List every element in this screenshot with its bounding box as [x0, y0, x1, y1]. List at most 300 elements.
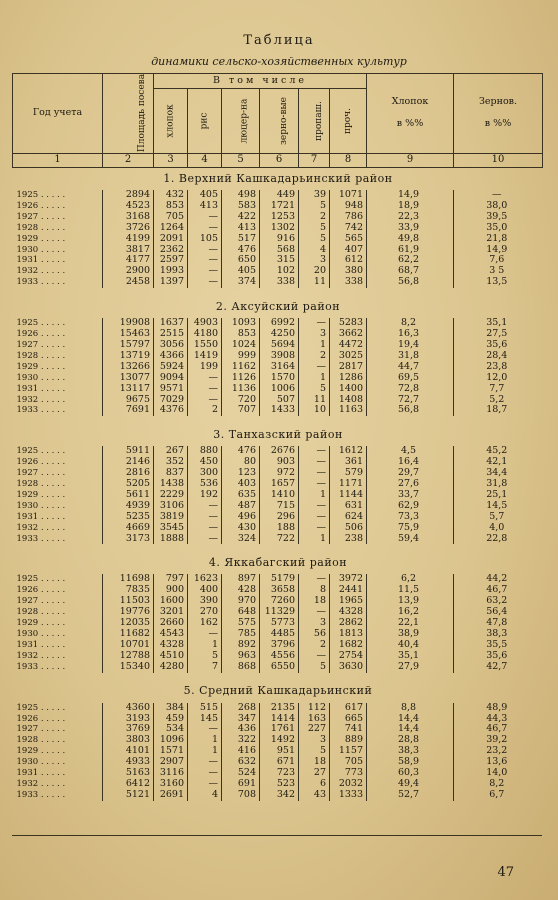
table-cell: 3 5: [454, 266, 543, 277]
table-cell: 27,5: [454, 329, 543, 340]
table-cell: 705: [330, 757, 367, 768]
table-cell: 49,8: [367, 234, 454, 245]
table-cell: 4177: [103, 255, 154, 266]
table-cell: 436: [222, 724, 260, 735]
table-cell: 4556: [260, 651, 299, 662]
table-cell: 450: [188, 457, 222, 468]
table-cell: 624: [330, 512, 367, 523]
region-spacer: [13, 544, 543, 552]
table-cell: 691: [222, 779, 260, 790]
table-cell: 11,5: [367, 585, 454, 596]
table-cell: 227: [299, 724, 330, 735]
table-cell: 42,1: [454, 457, 543, 468]
table-cell: 25,1: [454, 490, 543, 501]
table-cell: 2441: [330, 585, 367, 596]
table-cell: 105: [188, 234, 222, 245]
table-cell: 38,3: [367, 746, 454, 757]
table-cell: 631: [330, 501, 367, 512]
table-row: [13, 234, 543, 245]
table-cell: 5924: [154, 362, 188, 373]
table-cell: 352: [154, 457, 188, 468]
table-cell: 2135: [260, 703, 299, 714]
table-cell: 60,3: [367, 768, 454, 779]
year-cell: 1927 . . . . .: [16, 211, 66, 222]
table-cell: 853: [222, 329, 260, 340]
table-cell: 2900: [103, 266, 154, 277]
table-cell: 5179: [260, 574, 299, 585]
year-cell: 1925 . . . . .: [16, 702, 66, 713]
table-cell: 507: [260, 395, 299, 406]
year-cell: 1927 . . . . .: [16, 468, 66, 479]
table-cell: 7691: [103, 405, 154, 416]
table-cell: 583: [222, 201, 260, 212]
table-cell: 13117: [103, 384, 154, 395]
table-cell: 39: [299, 190, 330, 201]
year-cell: 1932 . . . . .: [16, 522, 66, 533]
table-cell: 715: [260, 501, 299, 512]
year-cell: 1931 . . . . .: [16, 511, 66, 522]
table-cell: 3: [299, 329, 330, 340]
table-cell: 390: [188, 596, 222, 607]
table-cell: 565: [330, 234, 367, 245]
table-cell: 38,9: [367, 629, 454, 640]
table-cell: 405: [188, 190, 222, 201]
table-cell: —: [299, 523, 330, 534]
col-num: 1: [13, 154, 103, 168]
table-cell: 2: [188, 405, 222, 416]
table-cell: 12,0: [454, 373, 543, 384]
table-cell: 498: [222, 190, 260, 201]
table-cell: 1550: [188, 340, 222, 351]
table-cell: —: [299, 468, 330, 479]
table-cell: 5,7: [454, 512, 543, 523]
table-cell: 1096: [154, 735, 188, 746]
table-cell: 5121: [103, 790, 154, 801]
table-cell: 46,7: [454, 585, 543, 596]
col-num: 2: [103, 154, 154, 168]
table-cell: 4199: [103, 234, 154, 245]
table-cell: 4328: [154, 640, 188, 651]
table-cell: 40,4: [367, 640, 454, 651]
table-cell: —: [299, 479, 330, 490]
table-cell: 5911: [103, 446, 154, 457]
table-cell: 58,9: [367, 757, 454, 768]
table-cell: 536: [188, 479, 222, 490]
table-cell: —: [188, 395, 222, 406]
year-cell: 1930 . . . . .: [16, 629, 66, 639]
table-cell: 7,7: [454, 384, 543, 395]
table-cell: —: [299, 318, 330, 329]
table-cell: 14,5: [454, 501, 543, 512]
year-cell: 1927 . . . . .: [16, 596, 66, 607]
table-cell: 300: [188, 468, 222, 479]
table-cell: 16,4: [367, 457, 454, 468]
table-cell: 13719: [103, 351, 154, 362]
col-num: 6: [260, 154, 299, 168]
table-cell: 145: [188, 714, 222, 725]
table-cell: 785: [222, 629, 260, 640]
table-cell: 6,2: [367, 574, 454, 585]
year-cell: 1931 . . . . .: [16, 255, 66, 266]
year-cell: 1932 . . . . .: [16, 650, 66, 661]
table-cell: 33,7: [367, 490, 454, 501]
year-cell: 1928 . . . . .: [16, 222, 66, 233]
table-cell: 44,2: [454, 574, 543, 585]
table-cell: 4485: [260, 629, 299, 640]
table-cell: 27: [299, 768, 330, 779]
table-cell: 903: [260, 457, 299, 468]
header-rice: рис: [188, 89, 222, 154]
table-cell: 1286: [330, 373, 367, 384]
year-cell: 1926 . . . . .: [16, 329, 66, 340]
table-cell: 2146: [103, 457, 154, 468]
spacer-cell: [13, 673, 543, 681]
table-cell: 3545: [154, 523, 188, 534]
table-cell: 650: [222, 255, 260, 266]
table-cell: 3056: [154, 340, 188, 351]
table-cell: 1: [188, 746, 222, 757]
table-cell: 1993: [154, 266, 188, 277]
table-cell: 5163: [103, 768, 154, 779]
table-cell: 14,9: [367, 190, 454, 201]
table-cell: —: [188, 534, 222, 545]
table-cell: 188: [260, 523, 299, 534]
year-cell: 1930 . . . . .: [16, 244, 66, 255]
table-cell: 268: [222, 703, 260, 714]
table-cell: 708: [222, 790, 260, 801]
table-cell: 27,9: [367, 662, 454, 673]
spacer-cell: [13, 416, 543, 424]
table-cell: 35,1: [454, 318, 543, 329]
year-cell: 1933 . . . . .: [16, 405, 66, 416]
table-cell: 1721: [260, 201, 299, 212]
table-cell: 723: [260, 768, 299, 779]
table-cell: —: [299, 501, 330, 512]
table-cell: 2817: [330, 362, 367, 373]
table-cell: 6412: [103, 779, 154, 790]
table-cell: 5283: [330, 318, 367, 329]
table-cell: 13,6: [454, 757, 543, 768]
table-cell: 123: [222, 468, 260, 479]
table-cell: 2229: [154, 490, 188, 501]
year-cell: 1930 . . . . .: [16, 757, 66, 768]
table-cell: 8,8: [367, 703, 454, 714]
table-cell: 3726: [103, 223, 154, 234]
table-cell: 5205: [103, 479, 154, 490]
table-cell: 432: [154, 190, 188, 201]
table-cell: 380: [330, 266, 367, 277]
table-cell: 422: [222, 212, 260, 223]
table-cell: 3630: [330, 662, 367, 673]
table-cell: 68,7: [367, 266, 454, 277]
table-cell: 4903: [188, 318, 222, 329]
table-cell: 707: [222, 405, 260, 416]
table-cell: 72,7: [367, 395, 454, 406]
table-cell: 2: [299, 640, 330, 651]
table-cell: 2515: [154, 329, 188, 340]
table-cell: 963: [222, 651, 260, 662]
table-cell: 1637: [154, 318, 188, 329]
table-cell: 338: [260, 277, 299, 288]
table-cell: 9571: [154, 384, 188, 395]
table-cell: 720: [222, 395, 260, 406]
table-cell: 428: [222, 585, 260, 596]
table-cell: 73,3: [367, 512, 454, 523]
table-cell: 322: [222, 735, 260, 746]
table-cell: 1144: [330, 490, 367, 501]
table-cell: 1761: [260, 724, 299, 735]
region-spacer: [13, 288, 543, 296]
region-header-row: [13, 168, 543, 191]
year-cell: 1931 . . . . .: [16, 383, 66, 394]
table-cell: 44,3: [454, 714, 543, 725]
table-row: [13, 703, 543, 714]
table-cell: 648: [222, 607, 260, 618]
year-cell: 1930 . . . . .: [16, 500, 66, 511]
table-cell: 4250: [260, 329, 299, 340]
year-cell: 1926 . . . . .: [16, 457, 66, 468]
table-row: [13, 523, 543, 534]
table-cell: 374: [222, 277, 260, 288]
table-cell: 3160: [154, 779, 188, 790]
year-cell: 1925 . . . . .: [16, 574, 66, 585]
year-cell: 1929 . . . . .: [16, 489, 66, 500]
table-cell: 13,5: [454, 277, 543, 288]
table-row: [13, 790, 543, 801]
table-cell: 3796: [260, 640, 299, 651]
table-cell: 19908: [103, 318, 154, 329]
year-cell: 1926 . . . . .: [16, 713, 66, 724]
table-cell: 632: [222, 757, 260, 768]
region-header-row: [13, 296, 543, 318]
table-row: [13, 534, 543, 545]
table-row: [13, 373, 543, 384]
table-cell: 5,2: [454, 395, 543, 406]
table-cell: 47,8: [454, 618, 543, 629]
page-number: 47: [497, 865, 514, 880]
table-cell: 1171: [330, 479, 367, 490]
table-cell: 2458: [103, 277, 154, 288]
table-cell: 4,5: [367, 446, 454, 457]
table-cell: 5: [299, 201, 330, 212]
year-cell: 1929 . . . . .: [16, 361, 66, 372]
table-cell: 1136: [222, 384, 260, 395]
year-cell: 1933 . . . . .: [16, 661, 66, 672]
table-row: [13, 384, 543, 395]
table-cell: 889: [330, 735, 367, 746]
table-cell: —: [188, 277, 222, 288]
region-header-row: [13, 424, 543, 446]
table-cell: 15340: [103, 662, 154, 673]
table-cell: 11698: [103, 574, 154, 585]
table-cell: 403: [222, 479, 260, 490]
table-cell: 3817: [103, 245, 154, 256]
table-cell: 42,7: [454, 662, 543, 673]
table-cell: 416: [222, 746, 260, 757]
table-cell: 773: [330, 768, 367, 779]
table-cell: 413: [222, 223, 260, 234]
table-cell: 1419: [188, 351, 222, 362]
table-cell: 837: [154, 468, 188, 479]
year-cell: 1929 . . . . .: [16, 618, 66, 629]
table-cell: 162: [188, 618, 222, 629]
table-cell: 1600: [154, 596, 188, 607]
year-cell: 1925 . . . . .: [16, 446, 66, 457]
header-row-crops: пропаш.: [299, 89, 330, 154]
header-area: Площадь посева: [103, 74, 154, 154]
table-cell: 579: [330, 468, 367, 479]
table-cell: 361: [330, 457, 367, 468]
table-cell: 523: [260, 779, 299, 790]
table-cell: 6: [299, 779, 330, 790]
table-cell: 12035: [103, 618, 154, 629]
table-cell: 741: [330, 724, 367, 735]
col-num: 5: [222, 154, 260, 168]
year-cell: 1926 . . . . .: [16, 585, 66, 596]
table-cell: 56,8: [367, 277, 454, 288]
table-cell: 1157: [330, 746, 367, 757]
table-cell: 63,2: [454, 596, 543, 607]
table-cell: 28,8: [367, 735, 454, 746]
table-cell: 1813: [330, 629, 367, 640]
table-cell: 568: [260, 245, 299, 256]
table-cell: 11329: [260, 607, 299, 618]
year-cell: 1927 . . . . .: [16, 724, 66, 735]
table-cell: —: [188, 501, 222, 512]
table-cell: —: [188, 373, 222, 384]
table-cell: 506: [330, 523, 367, 534]
table-cell: 3201: [154, 607, 188, 618]
table-cell: 413: [188, 201, 222, 212]
year-cell: 1928 . . . . .: [16, 350, 66, 361]
table-cell: 18,7: [454, 405, 543, 416]
table-cell: 1657: [260, 479, 299, 490]
table-cell: 1492: [260, 735, 299, 746]
table-cell: 3908: [260, 351, 299, 362]
year-cell: 1933 . . . . .: [16, 789, 66, 800]
table-cell: 972: [260, 468, 299, 479]
table-cell: 916: [260, 234, 299, 245]
table-cell: 19776: [103, 607, 154, 618]
table-cell: 192: [188, 490, 222, 501]
table-cell: 948: [330, 201, 367, 212]
table-cell: 8: [299, 585, 330, 596]
table-cell: 38,3: [454, 629, 543, 640]
table-cell: 1302: [260, 223, 299, 234]
table-cell: 2862: [330, 618, 367, 629]
table-cell: 69,5: [367, 373, 454, 384]
region-header-row: [13, 681, 543, 703]
table-cell: 430: [222, 523, 260, 534]
table-cell: 4,0: [454, 523, 543, 534]
year-cell: 1925 . . . . .: [16, 190, 66, 200]
table-cell: 897: [222, 574, 260, 585]
header-cotton-pct: Хлопок в %%: [367, 74, 454, 154]
header-cotton: хлопок: [154, 89, 188, 154]
col-num: 10: [454, 154, 543, 168]
table-cell: 892: [222, 640, 260, 651]
table-cell: 75,9: [367, 523, 454, 534]
table-cell: 1006: [260, 384, 299, 395]
year-cell: 1930 . . . . .: [16, 372, 66, 383]
col-num: 8: [330, 154, 367, 168]
table-cell: 18: [299, 757, 330, 768]
table-cell: 18: [299, 596, 330, 607]
table-cell: 22,1: [367, 618, 454, 629]
table-cell: 1264: [154, 223, 188, 234]
table-cell: 13077: [103, 373, 154, 384]
table-cell: 3769: [103, 724, 154, 735]
year-cell: 1933 . . . . .: [16, 533, 66, 544]
table-cell: 9094: [154, 373, 188, 384]
table-cell: 5235: [103, 512, 154, 523]
table-cell: 1433: [260, 405, 299, 416]
spacer-cell: [13, 544, 543, 552]
table-cell: 4328: [330, 607, 367, 618]
region-title: 5. Средний Кашкадарьинский: [183, 684, 373, 698]
region-title: 3. Танхазский район: [213, 427, 343, 441]
table-cell: 2091: [154, 234, 188, 245]
table-cell: 44,7: [367, 362, 454, 373]
table-cell: 14,4: [367, 714, 454, 725]
table-cell: 1: [299, 490, 330, 501]
table-cell: —: [188, 266, 222, 277]
table-cell: —: [188, 724, 222, 735]
region-spacer: [13, 416, 543, 424]
table-cell: 11503: [103, 596, 154, 607]
table-cell: 52,7: [367, 790, 454, 801]
table-cell: 14,0: [454, 768, 543, 779]
table-cell: 476: [222, 245, 260, 256]
table-bottom-rule: [12, 835, 542, 836]
table-cell: 1397: [154, 277, 188, 288]
table-cell: 3025: [330, 351, 367, 362]
table-row: [13, 405, 543, 416]
table-cell: 62,2: [367, 255, 454, 266]
table-cell: 12788: [103, 651, 154, 662]
table-body: [13, 168, 543, 801]
table-cell: 11: [299, 277, 330, 288]
table-cell: —: [188, 512, 222, 523]
table-cell: 80: [222, 457, 260, 468]
table-cell: —: [188, 212, 222, 223]
header-grain-pct: Зернов. в %%: [454, 74, 543, 154]
table-cell: 1: [299, 534, 330, 545]
table-cell: 296: [260, 512, 299, 523]
table-cell: 61,9: [367, 245, 454, 256]
table-cell: 3168: [103, 212, 154, 223]
header-grain: зерно-вые: [260, 89, 299, 154]
table-cell: 722: [260, 534, 299, 545]
table-cell: 56,8: [367, 405, 454, 416]
table-cell: 10: [299, 405, 330, 416]
table-cell: —: [188, 768, 222, 779]
table-cell: 43: [299, 790, 330, 801]
year-cell: 1931 . . . . .: [16, 768, 66, 779]
header-alfalfa: люцер-на: [222, 89, 260, 154]
table-cell: 3193: [103, 714, 154, 725]
header-other: проч.: [330, 89, 367, 154]
table-cell: 4933: [103, 757, 154, 768]
table-cell: 347: [222, 714, 260, 725]
table-cell: 1414: [260, 714, 299, 725]
table-cell: 2691: [154, 790, 188, 801]
table-cell: 56,4: [454, 607, 543, 618]
table-cell: 5: [188, 651, 222, 662]
table-cell: 163: [299, 714, 330, 725]
table-cell: 6550: [260, 662, 299, 673]
col-num: 4: [188, 154, 222, 168]
